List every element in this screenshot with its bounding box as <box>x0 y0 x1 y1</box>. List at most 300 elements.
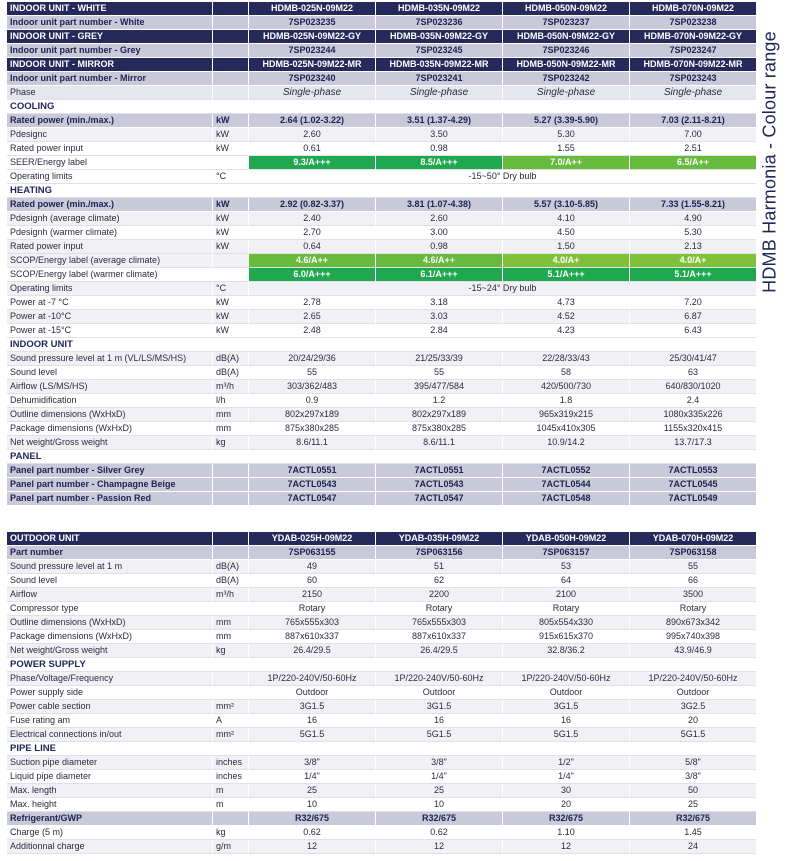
row-label: SCOP/Energy label (average climate) <box>7 254 212 268</box>
row-value: 7.00 <box>629 128 756 142</box>
row-label: Sound pressure level at 1 m (VL/LS/MS/HS) <box>7 352 212 366</box>
row-unit <box>212 478 248 492</box>
row-value: 3500 <box>629 588 756 602</box>
outdoor-spec-table <box>7 532 756 854</box>
row-value: 7ACTL0547 <box>248 492 375 506</box>
row-value: 2.4 <box>629 394 756 408</box>
row-unit: g/m <box>212 840 248 854</box>
spec-row-max-height <box>7 798 756 812</box>
row-value-span: -15~24° Dry bulb <box>248 282 756 296</box>
spec-row-package-dimensions-wxhxd <box>7 422 756 436</box>
row-unit <box>212 16 248 30</box>
row-label: Airflow (LS/MS/HS) <box>7 380 212 394</box>
row-label: Net weight/Gross weight <box>7 436 212 450</box>
row-unit <box>212 686 248 700</box>
row-value: 0.62 <box>248 826 375 840</box>
row-label: SEER/Energy label <box>7 156 212 170</box>
row-unit: dB(A) <box>212 366 248 380</box>
row-label: Power at -7 °C <box>7 296 212 310</box>
row-value: 7SP063155 <box>248 546 375 560</box>
spec-row-airflow <box>7 588 756 602</box>
row-label: POWER SUPPLY <box>7 658 756 672</box>
spec-row-power-at-15-c <box>7 324 756 338</box>
row-label: Max. length <box>7 784 212 798</box>
row-value: HDMB-025N-09M22-MR <box>248 58 375 72</box>
spec-row-sound-level <box>7 366 756 380</box>
spec-row-power-supply <box>7 658 756 672</box>
row-value: 1045x410x305 <box>502 422 629 436</box>
row-value: 3G1.5 <box>502 700 629 714</box>
row-label: Sound level <box>7 574 212 588</box>
row-value: 1/4" <box>375 770 502 784</box>
row-value: 6.5/A++ <box>629 156 756 170</box>
row-value: 25 <box>248 784 375 798</box>
spec-row-pipe-line <box>7 742 756 756</box>
row-value: 7SP023238 <box>629 16 756 30</box>
row-value: 3/8" <box>375 756 502 770</box>
row-label: INDOOR UNIT - WHITE <box>7 2 212 16</box>
row-value: 12 <box>375 840 502 854</box>
row-value: 7ACTL0553 <box>629 464 756 478</box>
row-value: 3G1.5 <box>248 700 375 714</box>
row-label: Sound pressure level at 1 m <box>7 560 212 574</box>
row-value: 0.98 <box>375 240 502 254</box>
row-value: YDAB-070H-09M22 <box>629 532 756 546</box>
row-label: Dehumidification <box>7 394 212 408</box>
row-unit <box>212 2 248 16</box>
row-value: HDMB-050N-09M22 <box>502 2 629 16</box>
spec-row-scop-energy-label-average-climate <box>7 254 756 268</box>
row-value: 9.3/A+++ <box>248 156 375 170</box>
row-unit: kW <box>212 114 248 128</box>
row-value: 765x555x303 <box>375 616 502 630</box>
row-value: 1P/220-240V/50-60Hz <box>248 672 375 686</box>
row-label: Outline dimensions (WxHxD) <box>7 616 212 630</box>
row-value: 50 <box>629 784 756 798</box>
row-value: 1.50 <box>502 240 629 254</box>
row-value: 0.98 <box>375 142 502 156</box>
row-label: PIPE LINE <box>7 742 756 756</box>
row-unit <box>212 492 248 506</box>
row-label: INDOOR UNIT <box>7 338 756 352</box>
row-unit: kW <box>212 240 248 254</box>
row-unit <box>212 812 248 826</box>
row-unit: mm <box>212 422 248 436</box>
row-value: Rotary <box>375 602 502 616</box>
row-value: 20 <box>502 798 629 812</box>
spec-row-indoor-unit-white <box>7 2 756 16</box>
row-unit: A <box>212 714 248 728</box>
row-value: 2.64 (1.02-3.22) <box>248 114 375 128</box>
spec-row-indoor-unit-part-number-white <box>7 16 756 30</box>
row-value: 60 <box>248 574 375 588</box>
row-value: 7SP023242 <box>502 72 629 86</box>
spec-row-heating <box>7 184 756 198</box>
row-unit <box>212 672 248 686</box>
row-label: Operating limits <box>7 170 212 184</box>
row-value: HDMB-035N-09M22-MR <box>375 58 502 72</box>
row-label: Package dimensions (WxHxD) <box>7 422 212 436</box>
spec-row-power-supply-side <box>7 686 756 700</box>
row-label: Power at -15°C <box>7 324 212 338</box>
row-value: Outdoor <box>629 686 756 700</box>
row-value: 965x319x215 <box>502 408 629 422</box>
row-label: Indoor unit part number - White <box>7 16 212 30</box>
row-value: 7SP023237 <box>502 16 629 30</box>
row-value: 2.60 <box>375 212 502 226</box>
row-label: Net weight/Gross weight <box>7 644 212 658</box>
row-unit: kg <box>212 826 248 840</box>
row-value: 5G1.5 <box>248 728 375 742</box>
row-value: R32/675 <box>375 812 502 826</box>
row-value: 7SP063157 <box>502 546 629 560</box>
row-value: 62 <box>375 574 502 588</box>
row-value: 3/8" <box>629 770 756 784</box>
row-value: 887x610x337 <box>375 630 502 644</box>
spec-row-operating-limits <box>7 282 756 296</box>
row-value: 4.90 <box>629 212 756 226</box>
row-value: 5.27 (3.39-5.90) <box>502 114 629 128</box>
spec-row-panel <box>7 450 756 464</box>
row-label: SCOP/Energy label (warmer climate) <box>7 268 212 282</box>
row-value: 6.87 <box>629 310 756 324</box>
row-value: 7ACTL0549 <box>629 492 756 506</box>
row-value: 5G1.5 <box>629 728 756 742</box>
row-value: HDMB-025N-09M22 <box>248 2 375 16</box>
row-value: 0.61 <box>248 142 375 156</box>
row-label: Panel part number - Silver Grey <box>7 464 212 478</box>
row-label: Suction pipe diameter <box>7 756 212 770</box>
row-value: 395/477/584 <box>375 380 502 394</box>
spec-row-outline-dimensions-wxhxd <box>7 616 756 630</box>
spec-row-compressor-type <box>7 602 756 616</box>
spec-row-rated-power-input <box>7 240 756 254</box>
row-value: 2.13 <box>629 240 756 254</box>
side-title <box>755 4 785 320</box>
row-value: 7.0/A++ <box>502 156 629 170</box>
row-value: 875x380x285 <box>248 422 375 436</box>
row-unit: l/h <box>212 394 248 408</box>
row-value: 5/8" <box>629 756 756 770</box>
spec-row-net-weight-gross-weight <box>7 436 756 450</box>
row-value: 7.33 (1.55-8.21) <box>629 198 756 212</box>
row-label: Outline dimensions (WxHxD) <box>7 408 212 422</box>
row-label: Panel part number - Champagne Beige <box>7 478 212 492</box>
row-value: 43.9/46.9 <box>629 644 756 658</box>
spec-row-suction-pipe-diameter <box>7 756 756 770</box>
row-unit <box>212 602 248 616</box>
row-unit: mm <box>212 408 248 422</box>
spec-row-airflow-ls-ms-hs <box>7 380 756 394</box>
row-value: 0.62 <box>375 826 502 840</box>
row-value: 25 <box>629 798 756 812</box>
row-value: 20/24/29/36 <box>248 352 375 366</box>
row-unit <box>212 156 248 170</box>
row-value: 7.20 <box>629 296 756 310</box>
row-value: 2.48 <box>248 324 375 338</box>
row-unit: m³/h <box>212 380 248 394</box>
row-unit: m <box>212 784 248 798</box>
row-label: Electrical connections in/out <box>7 728 212 742</box>
row-unit <box>212 86 248 100</box>
row-value: 7SP063158 <box>629 546 756 560</box>
row-value: 995x740x398 <box>629 630 756 644</box>
row-value: HDMB-050N-09M22-GY <box>502 30 629 44</box>
row-unit <box>212 44 248 58</box>
row-value: 7SP023245 <box>375 44 502 58</box>
row-value: Outdoor <box>502 686 629 700</box>
spec-row-indoor-unit-part-number-mirror <box>7 72 756 86</box>
row-value: 8.5/A+++ <box>375 156 502 170</box>
row-value: 30 <box>502 784 629 798</box>
row-label: COOLING <box>7 100 756 114</box>
row-unit: m <box>212 798 248 812</box>
spec-row-cooling <box>7 100 756 114</box>
row-value: 4.0/A+ <box>629 254 756 268</box>
row-value: 55 <box>375 366 502 380</box>
row-unit <box>212 254 248 268</box>
row-value: YDAB-050H-09M22 <box>502 532 629 546</box>
row-unit <box>212 268 248 282</box>
row-value: R32/675 <box>502 812 629 826</box>
row-value: 25 <box>375 784 502 798</box>
row-value: HDMB-035N-09M22-GY <box>375 30 502 44</box>
row-value: 26.4/29.5 <box>248 644 375 658</box>
row-value: HDMB-070N-09M22-MR <box>629 58 756 72</box>
row-value: 7ACTL0544 <box>502 478 629 492</box>
row-value: 420/500/730 <box>502 380 629 394</box>
row-value: 7ACTL0543 <box>375 478 502 492</box>
row-value: 1.45 <box>629 826 756 840</box>
spec-row-sound-pressure-level-at-1-m-vl-ls-ms-hs <box>7 352 756 366</box>
row-value: 4.6/A++ <box>375 254 502 268</box>
row-label: Rated power input <box>7 240 212 254</box>
row-value: 7ACTL0548 <box>502 492 629 506</box>
row-value: 2.65 <box>248 310 375 324</box>
row-value: 63 <box>629 366 756 380</box>
row-value: 3.18 <box>375 296 502 310</box>
row-value: 1.55 <box>502 142 629 156</box>
spec-row-max-length <box>7 784 756 798</box>
row-value: 0.9 <box>248 394 375 408</box>
row-value: 25/30/41/47 <box>629 352 756 366</box>
spec-row-seer-energy-label <box>7 156 756 170</box>
row-unit: kW <box>212 142 248 156</box>
row-value: 7SP023247 <box>629 44 756 58</box>
row-value: Rotary <box>629 602 756 616</box>
row-value: 1P/220-240V/50-60Hz <box>629 672 756 686</box>
row-value: 49 <box>248 560 375 574</box>
row-value: 640/830/1020 <box>629 380 756 394</box>
row-value: 1/4" <box>248 770 375 784</box>
row-unit <box>212 546 248 560</box>
row-value: HDMB-050N-09M22-MR <box>502 58 629 72</box>
row-value: 10.9/14.2 <box>502 436 629 450</box>
row-value: 24 <box>629 840 756 854</box>
row-value: 51 <box>375 560 502 574</box>
row-value: 7ACTL0551 <box>248 464 375 478</box>
row-label: INDOOR UNIT - GREY <box>7 30 212 44</box>
row-label: Rated power input <box>7 142 212 156</box>
spec-row-panel-part-number-silver-grey <box>7 464 756 478</box>
row-value: Outdoor <box>248 686 375 700</box>
row-value: 1080x335x226 <box>629 408 756 422</box>
spec-row-phase <box>7 86 756 100</box>
row-unit: inches <box>212 756 248 770</box>
spec-row-outline-dimensions-wxhxd <box>7 408 756 422</box>
row-value: 1.10 <box>502 826 629 840</box>
row-value: Single-phase <box>629 86 756 100</box>
row-value: 4.6/A++ <box>248 254 375 268</box>
row-value: 3.51 (1.37-4.29) <box>375 114 502 128</box>
row-value: 765x555x303 <box>248 616 375 630</box>
row-unit: inches <box>212 770 248 784</box>
row-value: 7ACTL0543 <box>248 478 375 492</box>
row-unit: kg <box>212 436 248 450</box>
row-value: 8.6/11.1 <box>248 436 375 450</box>
row-unit <box>212 532 248 546</box>
row-unit: °C <box>212 170 248 184</box>
row-value: 2150 <box>248 588 375 602</box>
row-label: HEATING <box>7 184 756 198</box>
row-label: Power at -10°C <box>7 310 212 324</box>
spec-row-part-number <box>7 546 756 560</box>
row-value: 4.0/A+ <box>502 254 629 268</box>
row-value: HDMB-070N-09M22-GY <box>629 30 756 44</box>
row-value: Single-phase <box>375 86 502 100</box>
row-unit: kW <box>212 324 248 338</box>
row-value: 5.30 <box>502 128 629 142</box>
row-label: Package dimensions (WxHxD) <box>7 630 212 644</box>
row-label: Refrigerant/GWP <box>7 812 212 826</box>
row-label: Sound level <box>7 366 212 380</box>
spec-row-liquid-pipe-diameter <box>7 770 756 784</box>
row-value: HDMB-025N-09M22-GY <box>248 30 375 44</box>
row-unit: dB(A) <box>212 352 248 366</box>
row-unit: kW <box>212 198 248 212</box>
row-value: 1/4" <box>502 770 629 784</box>
row-label: Charge (5 m) <box>7 826 212 840</box>
row-value: 13.7/17.3 <box>629 436 756 450</box>
row-value: YDAB-025H-09M22 <box>248 532 375 546</box>
row-value: 6.43 <box>629 324 756 338</box>
spec-row-indoor-unit-mirror <box>7 58 756 72</box>
row-label: Rated power (min./max.) <box>7 198 212 212</box>
row-unit: dB(A) <box>212 574 248 588</box>
row-unit: m³/h <box>212 588 248 602</box>
row-value: 7SP023246 <box>502 44 629 58</box>
row-value-span: -15~50° Dry bulb <box>248 170 756 184</box>
spec-row-additionnal-charge <box>7 840 756 854</box>
row-value: 7SP063156 <box>375 546 502 560</box>
row-value: 2.84 <box>375 324 502 338</box>
spec-row-indoor-unit-grey <box>7 30 756 44</box>
row-value: 7ACTL0551 <box>375 464 502 478</box>
row-value: 12 <box>248 840 375 854</box>
row-value: 8.6/11.1 <box>375 436 502 450</box>
row-unit <box>212 30 248 44</box>
row-value: YDAB-035H-09M22 <box>375 532 502 546</box>
indoor-spec-table <box>7 2 756 506</box>
spec-row-refrigerant-gwp <box>7 812 756 826</box>
spec-row-sound-pressure-level-at-1-m <box>7 560 756 574</box>
row-unit: dB(A) <box>212 560 248 574</box>
row-value: 805x554x330 <box>502 616 629 630</box>
row-value: 6.0/A+++ <box>248 268 375 282</box>
row-value: 7SP023244 <box>248 44 375 58</box>
row-label: Part number <box>7 546 212 560</box>
row-value: 4.73 <box>502 296 629 310</box>
row-value: 1P/220-240V/50-60Hz <box>375 672 502 686</box>
row-value: 5.57 (3.10-5.85) <box>502 198 629 212</box>
row-value: 58 <box>502 366 629 380</box>
row-value: 3G2.5 <box>629 700 756 714</box>
row-value: HDMB-070N-09M22 <box>629 2 756 16</box>
spec-row-net-weight-gross-weight <box>7 644 756 658</box>
row-value: 10 <box>375 798 502 812</box>
row-value: 890x673x342 <box>629 616 756 630</box>
row-label: Liquid pipe diameter <box>7 770 212 784</box>
row-value: 16 <box>248 714 375 728</box>
row-value: 875x380x285 <box>375 422 502 436</box>
row-unit: kW <box>212 310 248 324</box>
row-unit: kW <box>212 212 248 226</box>
row-value: 915x615x370 <box>502 630 629 644</box>
row-value: 53 <box>502 560 629 574</box>
row-label: Compressor type <box>7 602 212 616</box>
spec-row-fuse-rating-am <box>7 714 756 728</box>
row-value: 1.8 <box>502 394 629 408</box>
row-unit <box>212 464 248 478</box>
row-value: 66 <box>629 574 756 588</box>
row-value: 26.4/29.5 <box>375 644 502 658</box>
row-value: 4.52 <box>502 310 629 324</box>
row-label: Indoor unit part number - Mirror <box>7 72 212 86</box>
row-value: 802x297x189 <box>375 408 502 422</box>
row-value: 20 <box>629 714 756 728</box>
row-label: Power cable section <box>7 700 212 714</box>
spec-row-indoor-unit <box>7 338 756 352</box>
spec-row-scop-energy-label-warmer-climate <box>7 268 756 282</box>
spec-row-rated-power-min-max <box>7 114 756 128</box>
side-title-text: HDMB Harmonia - Colour range <box>759 31 780 293</box>
row-value: 7ACTL0552 <box>502 464 629 478</box>
row-label: Max. height <box>7 798 212 812</box>
row-value: 3G1.5 <box>375 700 502 714</box>
row-value: 5G1.5 <box>502 728 629 742</box>
row-value: 55 <box>629 560 756 574</box>
row-value: 2200 <box>375 588 502 602</box>
row-value: 2.70 <box>248 226 375 240</box>
spec-row-operating-limits <box>7 170 756 184</box>
spec-row-rated-power-input <box>7 142 756 156</box>
row-value: 1/2" <box>502 756 629 770</box>
row-value: 4.50 <box>502 226 629 240</box>
spec-row-panel-part-number-passion-red <box>7 492 756 506</box>
spec-row-electrical-connections-in-out <box>7 728 756 742</box>
row-unit: kW <box>212 226 248 240</box>
row-value: 4.10 <box>502 212 629 226</box>
spec-row-pdesignc <box>7 128 756 142</box>
row-value: Rotary <box>248 602 375 616</box>
row-unit: kW <box>212 128 248 142</box>
row-value: 16 <box>375 714 502 728</box>
row-unit: kg <box>212 644 248 658</box>
row-unit: mm <box>212 616 248 630</box>
spec-row-indoor-unit-part-number-grey <box>7 44 756 58</box>
row-value: 7SP023235 <box>248 16 375 30</box>
row-value: 21/25/33/39 <box>375 352 502 366</box>
